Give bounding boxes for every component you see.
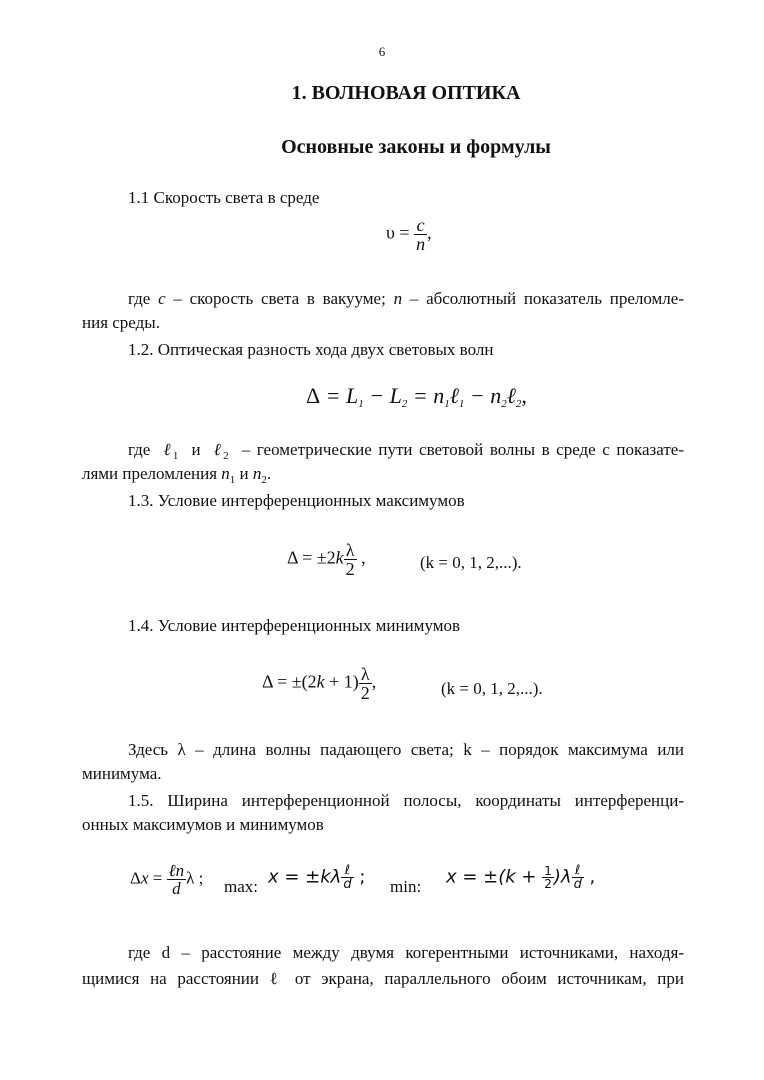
item-1-5-heading: 1.5. Ширина интерференционной полосы, координаты интерференци- [128,791,684,810]
section-title: Основные законы и формулы [281,136,551,158]
item-1-2-description-cont: лями преломления $n_1$ и $n_2$. [82,464,272,486]
item-1-5-heading-cont: онных максимумов и минимумов [82,815,324,834]
formula-speed-of-light: υ = $\frac{c}{n}$ , [386,215,432,254]
item-1-1-description: где c – скорость света в вакууме; n – абсолютный показатель преломле- [128,289,684,308]
item-1-4-condition: (k = 0, 1, 2,...). [441,679,543,698]
item-1-3-heading: 1.3. Условие интерференционных максимумов [128,491,465,510]
item-1-1-heading: 1.1 Скорость света в среде [128,188,320,207]
item-1-2-description: где ℓ$_1$ и ℓ$_2$ – геометрические пути световой волны в среде с показате- [128,440,684,462]
chapter-title: 1. ВОЛНОВАЯ ОПТИКА [291,82,521,104]
item-1-2-heading: 1.2. Оптическая разность хода двух световых волн [128,340,494,359]
min-label: min: [390,877,422,896]
item-1-4-note: Здесь λ – длина волны падающего света; k – порядок максимума или [128,740,684,759]
page-number: 6 [378,44,386,59]
formula-interference-minima: Δ = ±(2k + 1) $\frac{\lambda}{2}$ , [262,664,377,703]
max-label: max: [224,877,258,896]
closing-paragraph-cont: щимися на расстоянии ℓ от экрана, параллельного обоим источникам, при [82,969,684,988]
item-1-1-description-cont: ния среды. [82,313,160,332]
item-1-4-heading: 1.4. Условие интерференционных минимумов [128,616,460,635]
formula-maxima-coordinates: x = ±kλ $\frac{\text{ℓ}}{d}$ ; [268,863,366,892]
formula-minima-coordinates: x = ±(k + $\frac{1}{2}$ )λ $\frac{\text{ℓ}}{d}$ , [446,863,596,892]
formula-optical-path-difference: $\Delta = L_1 - L_2$ = $n_1\ell_1$ − $n_2\ell_2$, [306,383,527,410]
item-1-4-note-cont: минимума. [82,764,162,783]
formula-fringe-width: Δx = $\frac{\text{ℓn}}{d}$ λ ; [130,861,204,898]
closing-paragraph: где d – расстояние между двумя когерентными источниками, находя- [128,943,684,962]
formula-interference-maxima: Δ = ±2k $\frac{\lambda}{2}$ , [287,540,366,579]
item-1-3-condition: (k = 0, 1, 2,...). [420,553,522,572]
